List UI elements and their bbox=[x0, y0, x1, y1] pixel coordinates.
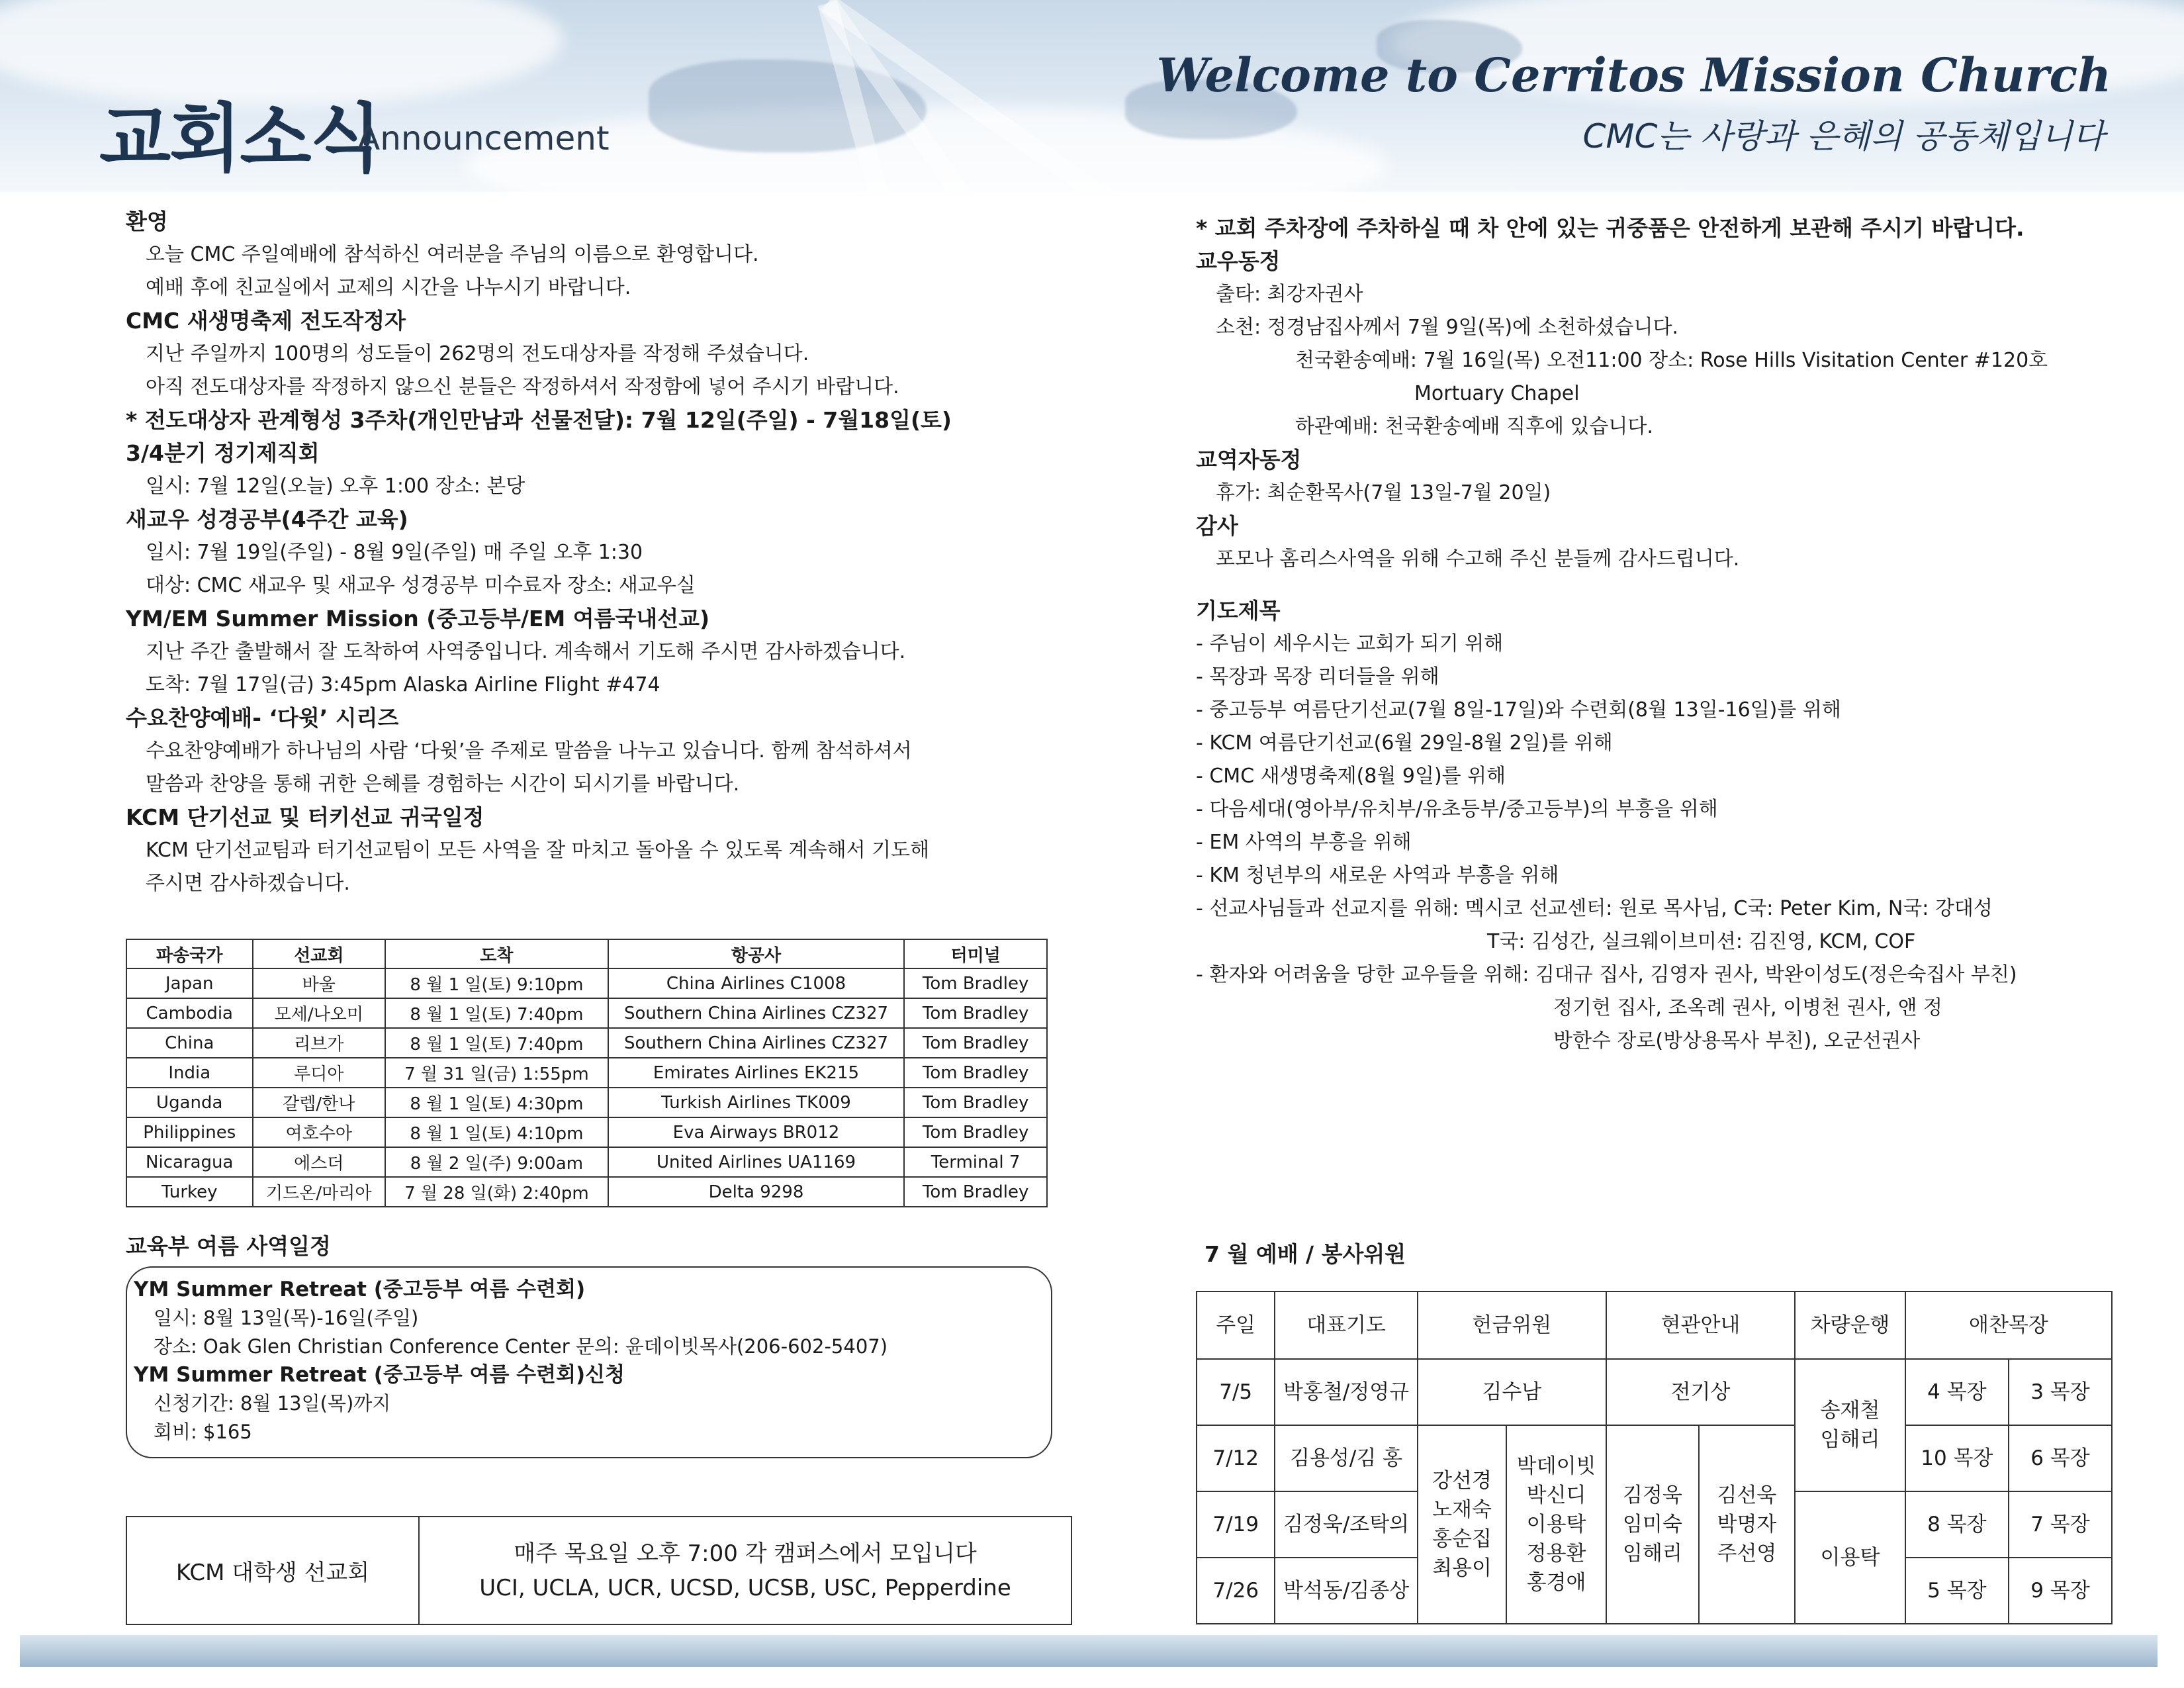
page-title: 교회소식 bbox=[99, 96, 381, 182]
summer-mission-line-2: 도착: 7월 17일(금) 3:45pm Alaska Airline Flight #474 bbox=[146, 673, 660, 696]
prayer-item: - 목장과 목장 리더들을 위해 bbox=[1196, 665, 1439, 688]
table-cell: Southern China Airlines CZ327 bbox=[608, 998, 905, 1028]
retreat-fee: 회비: $165 bbox=[154, 1421, 252, 1443]
fellowship-cell: 9 목장 bbox=[2009, 1558, 2112, 1624]
table-cell: 8 월 1 일(토) 7:40pm bbox=[385, 1028, 608, 1058]
table-header-row bbox=[126, 939, 1047, 968]
column-header: 도착 bbox=[385, 939, 608, 968]
table-cell: Terminal 7 bbox=[904, 1147, 1047, 1177]
retreat-place: 장소: Oak Glen Christian Conference Center 문의: 윤데이빗목사(206-602-5407) bbox=[154, 1335, 888, 1358]
festival-line-1: 지난 주일까지 100명의 성도들이 262명의 전도대상자를 작정해 주셨습니다. bbox=[146, 342, 809, 365]
page-subtitle: Announcement bbox=[357, 119, 610, 158]
kcm-box-label: KCM 대학생 선교회 bbox=[127, 1517, 420, 1624]
column-header: 대표기도 bbox=[1275, 1291, 1417, 1359]
table-cell: 8 월 2 일(주) 9:00am bbox=[385, 1147, 608, 1177]
prayer-item-continued: 정기헌 집사, 조옥례 권사, 이병천 권사, 앤 정 bbox=[1553, 996, 1943, 1019]
retreat-signup-heading: YM Summer Retreat (중고등부 여름 수련회)신청 bbox=[134, 1363, 625, 1387]
members-news-line-1: 출타: 최강자권사 bbox=[1216, 283, 1363, 306]
kcm-box-info-line-2: UCI, UCLA, UCR, UCSD, UCSB, USC, Pepperdine bbox=[479, 1574, 1011, 1601]
table-cell: Cambodia bbox=[126, 998, 253, 1028]
summer-retreat-box bbox=[126, 1266, 1052, 1458]
welcome-line-1: 오늘 CMC 주일예배에 참석하신 여러분을 주님의 이름으로 환영합니다. bbox=[146, 243, 759, 266]
prayer-item: - 중고등부 여름단기선교(7월 8일-17일)와 수련회(8월 13일-16일)를 위해 bbox=[1196, 698, 1841, 722]
retreat-heading: YM Summer Retreat (중고등부 여름 수련회) bbox=[134, 1278, 586, 1301]
prayer-item-continued: T국: 김성간, 실크웨이브미션: 김진영, KCM, COF bbox=[1487, 930, 1916, 953]
prayer-item: - KCM 여름단기선교(6월 29일-8월 2일)를 위해 bbox=[1196, 731, 1613, 755]
fellowship-cell: 4 목장 bbox=[1905, 1359, 2009, 1425]
table-cell: Eva Airways BR012 bbox=[608, 1117, 905, 1147]
retreat-date: 일시: 8월 13일(목)-16일(주일) bbox=[154, 1307, 419, 1329]
table-row bbox=[1197, 1425, 2112, 1491]
table-row bbox=[126, 998, 1047, 1028]
table-cell: Turkish Airlines TK009 bbox=[608, 1088, 905, 1117]
fellowship-cell: 6 목장 bbox=[2009, 1425, 2112, 1491]
welcome-heading: Welcome to Cerritos Mission Church bbox=[1156, 48, 2111, 103]
staff-news-heading: 교역자동정 bbox=[1196, 447, 1302, 473]
table-cell: China Airlines C1008 bbox=[608, 968, 905, 998]
prayer-heading: 기도제목 bbox=[1196, 598, 1281, 624]
fellowship-cell: 8 목장 bbox=[1905, 1491, 2009, 1558]
table-row bbox=[126, 1058, 1047, 1088]
wednesday-service-heading: 수요찬양예배- ‘다윗’ 시리즈 bbox=[126, 705, 399, 731]
table-cell: Philippines bbox=[126, 1117, 253, 1147]
table-cell: 8 월 1 일(토) 4:30pm bbox=[385, 1088, 608, 1117]
table-cell: Tom Bradley bbox=[904, 1177, 1047, 1207]
column-header: 선교회 bbox=[253, 939, 386, 968]
column-header: 주일 bbox=[1197, 1291, 1275, 1359]
left-column bbox=[126, 205, 1066, 900]
table-cell: 리브가 bbox=[253, 1028, 386, 1058]
staff-news-line: 휴가: 최순환목사(7월 13일-7월 20일) bbox=[1216, 481, 1551, 504]
welcome-line-2: 예배 후에 친교실에서 교제의 시간을 나누시기 바랍니다. bbox=[146, 276, 631, 299]
table-row bbox=[126, 1117, 1047, 1147]
thanks-heading: 감사 bbox=[1196, 513, 1238, 539]
table-cell: 모세/나오미 bbox=[253, 998, 386, 1028]
flight-schedule-table bbox=[126, 939, 1048, 1207]
prayer-leader-cell: 김용성/김 홍 bbox=[1275, 1425, 1417, 1491]
education-heading: 교육부 여름 사역일정 bbox=[126, 1233, 331, 1259]
table-row bbox=[126, 1147, 1047, 1177]
date-cell: 7/12 bbox=[1197, 1425, 1275, 1491]
newcomer-study-heading: 새교우 성경공부(4주간 교육) bbox=[126, 506, 408, 532]
table-row bbox=[1197, 1359, 2112, 1425]
table-cell: Nicaragua bbox=[126, 1147, 253, 1177]
table-cell: 루디아 bbox=[253, 1058, 386, 1088]
prayer-item: - KM 청년부의 새로운 사역과 부흥을 위해 bbox=[1196, 864, 1559, 887]
members-news-line-4: Mortuary Chapel bbox=[1414, 382, 1580, 405]
column-header: 애찬목장 bbox=[1905, 1291, 2112, 1359]
service-roster-table bbox=[1196, 1291, 2113, 1624]
table-cell: Uganda bbox=[126, 1088, 253, 1117]
table-row bbox=[126, 1088, 1047, 1117]
date-cell: 7/26 bbox=[1197, 1558, 1275, 1624]
table-cell: Tom Bradley bbox=[904, 1088, 1047, 1117]
fellowship-cell: 7 목장 bbox=[2009, 1491, 2112, 1558]
quarterly-meeting-heading: 3/4분기 정기제직회 bbox=[126, 440, 320, 466]
wednesday-service-line-2: 말씀과 찬양을 통해 귀한 은혜를 경험하는 시간이 되시기를 바랍니다. bbox=[146, 773, 740, 796]
table-cell: Southern China Airlines CZ327 bbox=[608, 1028, 905, 1058]
kcm-return-line-2: 주시면 감사하겠습니다. bbox=[146, 872, 350, 895]
members-news-line-2: 소천: 정경남집사께서 7월 9일(목)에 소천하셨습니다. bbox=[1216, 316, 1678, 339]
prayer-item: - EM 사역의 부흥을 위해 bbox=[1196, 831, 1412, 854]
fellowship-cell: 3 목장 bbox=[2009, 1359, 2112, 1425]
table-row bbox=[126, 1177, 1047, 1207]
festival-star-note: * 전도대상자 관계형성 3주차(개인만남과 선물전달): 7월 12일(주일) - 7월18일(토) bbox=[126, 407, 952, 433]
table-row bbox=[126, 968, 1047, 998]
table-cell: India bbox=[126, 1058, 253, 1088]
summer-mission-line-1: 지난 주간 출발해서 잘 도착하여 사역중입니다. 계속해서 기도해 주시면 감사하겠습니다. bbox=[146, 640, 906, 663]
table-cell: Tom Bradley bbox=[904, 1117, 1047, 1147]
offering-cell: 김수남 bbox=[1418, 1359, 1606, 1425]
members-news-line-5: 하관예배: 천국환송예배 직후에 있습니다. bbox=[1295, 415, 1653, 438]
driver-cell: 이용탁 bbox=[1795, 1491, 1905, 1624]
table-cell: Tom Bradley bbox=[904, 1058, 1047, 1088]
table-cell: Delta 9298 bbox=[608, 1177, 905, 1207]
column-header: 현관안내 bbox=[1606, 1291, 1795, 1359]
usher-cell: 김정욱 임미숙 임해리 bbox=[1606, 1425, 1699, 1624]
right-column bbox=[1196, 212, 2136, 1058]
slogan: CMC는 사랑과 은혜의 공동체입니다 bbox=[1582, 117, 2105, 156]
table-cell: 7 월 28 일(화) 2:40pm bbox=[385, 1177, 608, 1207]
column-header: 파송국가 bbox=[126, 939, 253, 968]
table-cell: China bbox=[126, 1028, 253, 1058]
newcomer-study-line-1: 일시: 7월 19일(주일) - 8월 9일(주일) 매 주일 오후 1:30 bbox=[146, 541, 643, 564]
prayer-item-continued: 방한수 장로(방상용목사 부친), 오군선권사 bbox=[1553, 1029, 1921, 1053]
prayer-item: - 환자와 어려움을 당한 교우들을 위해: 김대규 집사, 김영자 권사, 박완이성도(정은숙집사 부친) bbox=[1196, 963, 2017, 986]
table-cell: Tom Bradley bbox=[904, 998, 1047, 1028]
prayer-item: - CMC 새생명축제(8월 9일)를 위해 bbox=[1196, 765, 1506, 788]
date-cell: 7/5 bbox=[1197, 1359, 1275, 1425]
quarterly-meeting-line: 일시: 7월 12일(오늘) 오후 1:00 장소: 본당 bbox=[146, 475, 525, 498]
prayer-leader-cell: 박석동/김종상 bbox=[1275, 1558, 1417, 1624]
usher-cell: 김선욱 박명자 주선영 bbox=[1699, 1425, 1795, 1624]
table-cell: Tom Bradley bbox=[904, 968, 1047, 998]
festival-line-2: 아직 전도대상자를 작정하지 않으신 분들은 작정하셔서 작정함에 넣어 주시기 바랍니다. bbox=[146, 375, 899, 399]
table-cell: 8 월 1 일(토) 9:10pm bbox=[385, 968, 608, 998]
table-cell: 여호수아 bbox=[253, 1117, 386, 1147]
table-cell: Tom Bradley bbox=[904, 1028, 1047, 1058]
kcm-return-line-1: KCM 단기선교팀과 터기선교팀이 모든 사역을 잘 마치고 돌아올 수 있도록 계속해서 기도해 bbox=[146, 839, 930, 862]
table-cell: United Airlines UA1169 bbox=[608, 1147, 905, 1177]
driver-cell: 송재철 임해리 bbox=[1795, 1359, 1905, 1491]
column-header: 터미널 bbox=[904, 939, 1047, 968]
service-roster-heading: 7 월 예배 / 봉사위원 bbox=[1205, 1241, 1406, 1267]
fellowship-cell: 5 목장 bbox=[1905, 1558, 2009, 1624]
offering-cell: 박데이빗 박신디 이용탁 정용환 홍경애 bbox=[1506, 1425, 1606, 1624]
table-cell: 7 월 31 일(금) 1:55pm bbox=[385, 1058, 608, 1088]
table-cell: 에스더 bbox=[253, 1147, 386, 1177]
prayer-item: - 다음세대(영아부/유치부/유초등부/중고등부)의 부흥을 위해 bbox=[1196, 798, 1718, 821]
retreat-signup-period: 신청기간: 8월 13일(목)까지 bbox=[154, 1392, 391, 1415]
members-news-heading: 교우동정 bbox=[1196, 248, 1281, 274]
wednesday-service-line-1: 수요찬양예배가 하나님의 사람 ‘다윗’을 주제로 말씀을 나누고 있습니다. 함께 참석하셔서 bbox=[146, 739, 912, 763]
column-header: 차량운행 bbox=[1795, 1291, 1905, 1359]
table-cell: Turkey bbox=[126, 1177, 253, 1207]
table-cell: 8 월 1 일(토) 7:40pm bbox=[385, 998, 608, 1028]
summer-mission-heading: YM/EM Summer Mission (중고등부/EM 여름국내선교) bbox=[126, 606, 710, 632]
table-cell: Japan bbox=[126, 968, 253, 998]
footer-bar bbox=[20, 1635, 2158, 1667]
table-cell: 바울 bbox=[253, 968, 386, 998]
header-banner bbox=[0, 0, 2184, 192]
prayer-leader-cell: 김정욱/조탁의 bbox=[1275, 1491, 1417, 1558]
kcm-box-info bbox=[420, 1517, 1071, 1624]
thanks-line: 포모나 홈리스사역을 위해 수고해 주신 분들께 감사드립니다. bbox=[1216, 547, 1740, 571]
prayer-item: - 주님이 세우시는 교회가 되기 위해 bbox=[1196, 632, 1504, 655]
festival-heading: CMC 새생명축제 전도작정자 bbox=[126, 308, 406, 334]
column-header: 항공사 bbox=[608, 939, 905, 968]
kcm-box-info-line-1: 매주 목요일 오후 7:00 각 캠퍼스에서 모입니다 bbox=[514, 1540, 977, 1567]
table-cell: 갈렙/한나 bbox=[253, 1088, 386, 1117]
kcm-return-heading: KCM 단기선교 및 터키선교 귀국일정 bbox=[126, 804, 484, 830]
kcm-college-box bbox=[126, 1516, 1072, 1625]
fellowship-cell: 10 목장 bbox=[1905, 1425, 2009, 1491]
welcome-section-heading: 환영 bbox=[126, 209, 168, 234]
table-cell: Emirates Airlines EK215 bbox=[608, 1058, 905, 1088]
table-row bbox=[126, 1028, 1047, 1058]
members-news-line-3: 천국환송예배: 7월 16일(목) 오전11:00 장소: Rose Hills Visitation Center #120호 bbox=[1295, 349, 2048, 372]
offering-cell: 강선경 노재숙 홍순집 최용이 bbox=[1418, 1425, 1507, 1624]
usher-cell: 전기상 bbox=[1606, 1359, 1795, 1425]
table-header-row bbox=[1197, 1291, 2112, 1359]
parking-note: * 교회 주차장에 주차하실 때 차 안에 있는 귀중품은 안전하게 보관해 주시기 바랍니다. bbox=[1196, 215, 2025, 241]
table-cell: 기드온/마리아 bbox=[253, 1177, 386, 1207]
date-cell: 7/19 bbox=[1197, 1491, 1275, 1558]
prayer-leader-cell: 박홍철/정영규 bbox=[1275, 1359, 1417, 1425]
prayer-item: - 선교사님들과 선교지를 위해: 멕시코 선교센터: 원로 목사님, C국: Peter Kim, N국: 강대성 bbox=[1196, 897, 1993, 920]
table-cell: 8 월 1 일(토) 4:10pm bbox=[385, 1117, 608, 1147]
newcomer-study-line-2: 대상: CMC 새교우 및 새교우 성경공부 미수료자 장소: 새교우실 bbox=[146, 574, 696, 597]
column-header: 헌금위원 bbox=[1418, 1291, 1606, 1359]
